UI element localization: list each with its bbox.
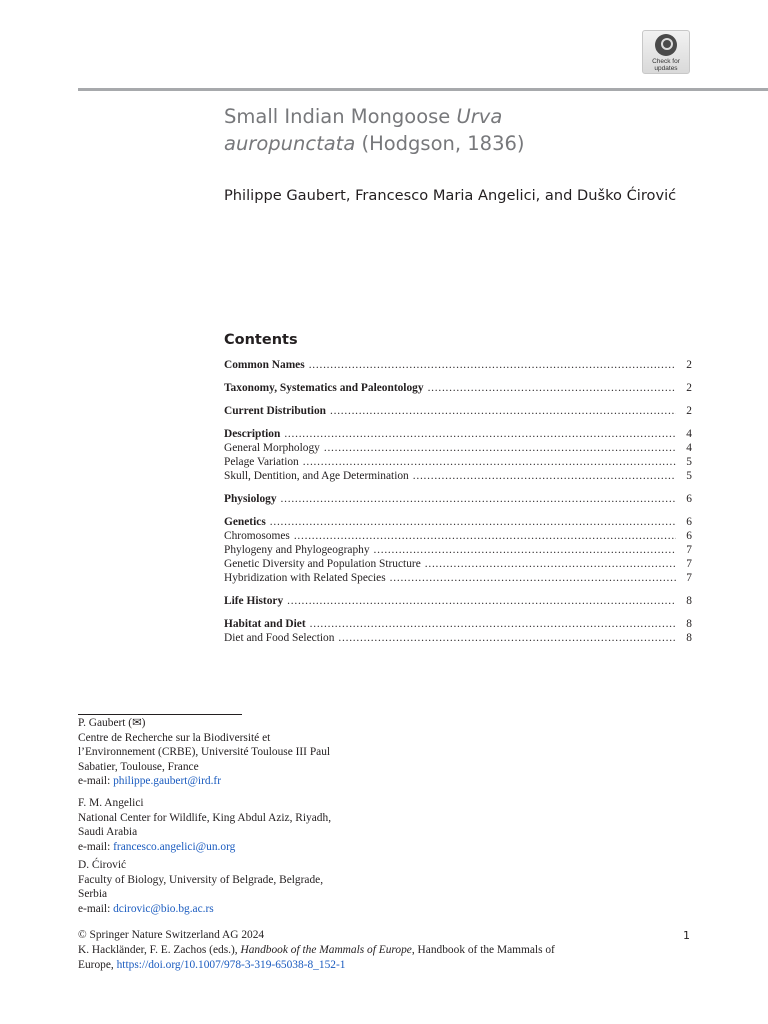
affiliation-name: F. M. Angelici (78, 797, 144, 809)
toc-entry-current-distribution[interactable]: Current Distribution . . . 2 (224, 404, 692, 418)
affiliation-address: Centre de Recherche sur la Biodiversité et (78, 731, 271, 744)
check-updates-icon (655, 34, 677, 56)
toc-entry-genetic-diversity[interactable]: Genetic Diversity and Population Structure . . . 7 (224, 557, 692, 571)
copyright-line: © Springer Nature Switzerland AG 2024 (78, 929, 265, 941)
email-label: e-mail: (78, 775, 114, 787)
contents-heading: Contents (224, 332, 298, 348)
affiliation-address: Sabatier, Toulouse, France (78, 760, 199, 773)
toc-entry-life-history[interactable]: Life History . . . 8 (224, 594, 692, 608)
citation-line: Europe, https://doi.org/10.1007/978-3-319-65038-8_152-1 (78, 959, 346, 971)
email-label: e-mail: (78, 840, 114, 853)
toc-entry-skull-dentition[interactable]: Skull, Dentition, and Age Determination . . . 5 (224, 469, 692, 483)
affiliation-name: D. Ćirović (78, 859, 127, 871)
email-link-cirovic[interactable]: dcirovic@bio.bg.ac.rs (113, 902, 214, 915)
toc-entry-hybridization[interactable]: Hybridization with Related Species . . . 7 (224, 571, 692, 585)
toc-entry-taxonomy[interactable]: Taxonomy, Systematics and Paleontology . . . 2 (224, 381, 692, 395)
header-rule (78, 88, 768, 91)
affiliation-address: National Center for Wildlife, King Abdul Aziz, Riyadh, (78, 811, 332, 824)
toc-entry-habitat-diet[interactable]: Habitat and Diet . . . 8 (224, 617, 692, 631)
page-number: 1 (683, 929, 690, 942)
affiliation-gaubert (78, 716, 408, 789)
email-link-gaubert[interactable]: philippe.gaubert@ird.fr (113, 775, 222, 787)
footnote-rule (78, 714, 242, 715)
chapter-title: Small Indian Mongoose Urva auropunctata (Hodgson, 1836) (224, 105, 525, 155)
table-of-contents (224, 358, 692, 645)
badge-label: Check for updates (652, 58, 680, 72)
affiliation-address: Serbia (78, 888, 108, 900)
toc-entry-common-names[interactable]: Common Names . . . 2 (224, 358, 692, 372)
affiliation-name: P. Gaubert (✉) (78, 717, 146, 729)
affiliation-address: Faculty of Biology, University of Belgrade, Belgrade, (78, 873, 324, 886)
affiliation-address: l’Environnement (CRBE), Université Toulouse III Paul (78, 746, 331, 758)
book-title: Handbook of the Mammals of Europe (240, 944, 412, 956)
copyright-block (78, 928, 698, 973)
toc-entry-diet-food-selection[interactable]: Diet and Food Selection . . . 8 (224, 631, 692, 645)
affiliation-address: Saudi Arabia (78, 826, 138, 838)
affiliation-angelici (78, 796, 408, 854)
check-for-updates-badge[interactable] (642, 30, 690, 74)
citation-line: K. Hackländer, F. E. Zachos (eds.), Handbook of the Mammals of Europe, Handbook of the Mammals of (78, 944, 555, 956)
toc-entry-physiology[interactable]: Physiology . . . 6 (224, 492, 692, 506)
doi-link[interactable]: https://doi.org/10.1007/978-3-319-65038-8_152-1 (116, 959, 346, 971)
toc-entry-chromosomes[interactable]: Chromosomes . . . 6 (224, 529, 692, 543)
affiliation-cirovic (78, 858, 408, 916)
toc-entry-general-morphology[interactable]: General Morphology . . . 4 (224, 441, 692, 455)
email-link-angelici[interactable]: francesco.angelici@un.org (113, 840, 236, 853)
toc-entry-description[interactable]: Description . . . 4 (224, 427, 692, 441)
author-list: Philippe Gaubert, Francesco Maria Angelici, and Duško Ćirović (224, 187, 677, 204)
toc-entry-phylogeny[interactable]: Phylogeny and Phylogeography . . . 7 (224, 543, 692, 557)
toc-entry-pelage-variation[interactable]: Pelage Variation . . . 5 (224, 455, 692, 469)
email-label: e-mail: (78, 902, 114, 915)
toc-entry-genetics[interactable]: Genetics . . . 6 (224, 515, 692, 529)
